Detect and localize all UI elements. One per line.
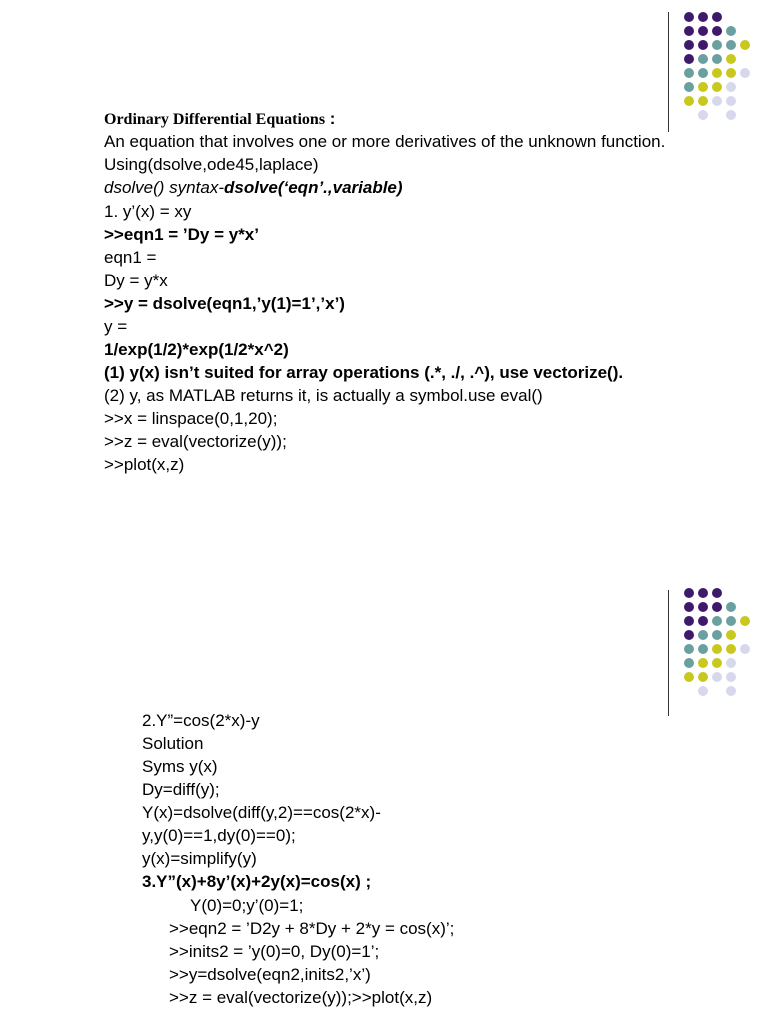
code-line: y(x)=simplify(y)	[142, 849, 257, 868]
decorative-dot	[684, 602, 694, 612]
title-colon: :	[329, 109, 336, 128]
decorative-dot	[726, 54, 736, 64]
code-line: >>plot(x,z)	[104, 455, 185, 474]
decorative-dot	[740, 68, 750, 78]
decorative-dot	[712, 588, 722, 598]
decorative-dot	[698, 644, 708, 654]
decorative-dot	[698, 68, 708, 78]
decorative-dot	[684, 82, 694, 92]
decorative-dot	[698, 12, 708, 22]
syntax-form: dsolve(‘eqn’.,variable)	[223, 178, 403, 197]
code-line: >>z = eval(vectorize(y));	[104, 432, 287, 451]
decorative-rule-top	[668, 12, 669, 132]
decorative-dot	[712, 26, 722, 36]
code-line: Dy=diff(y);	[142, 780, 220, 799]
text-line: Solution	[142, 734, 204, 753]
decorative-dot	[712, 630, 722, 640]
decorative-rule-bottom	[668, 590, 669, 716]
decorative-dot	[684, 588, 694, 598]
decorative-dot	[684, 40, 694, 50]
decorative-dot	[726, 602, 736, 612]
initial-conditions: Y(0)=0;y’(0)=1;	[190, 896, 304, 915]
decorative-dot	[712, 672, 722, 682]
decorative-dot	[698, 82, 708, 92]
output-line: Dy = y*x	[104, 271, 168, 290]
decorative-dot	[684, 616, 694, 626]
decorative-dot	[726, 82, 736, 92]
syntax-label: dsolve() syntax-	[104, 178, 224, 197]
decorative-dot	[726, 630, 736, 640]
decorative-dot	[712, 68, 722, 78]
decorative-dot	[698, 686, 708, 696]
decorative-dot	[726, 40, 736, 50]
example-heading: 3.Y”(x)+8y’(x)+2y(x)=cos(x) ;	[142, 872, 372, 891]
example-heading-text: 2.Y”=cos(2*x)-y	[142, 711, 260, 730]
example-heading: 1. y’(x) = xy	[104, 202, 192, 221]
code-line: >>inits2 = ’y(0)=0, Dy(0)=1’;	[169, 942, 380, 961]
slide1-title	[104, 107, 335, 131]
decorative-dot	[712, 658, 722, 668]
code-line: >>z = eval(vectorize(y));>>plot(x,z)	[169, 988, 433, 1007]
output-line: y =	[104, 317, 128, 336]
code-line: y,y(0)==1,dy(0)==0);	[142, 826, 296, 845]
decorative-dot	[684, 96, 694, 106]
decorative-dot	[684, 658, 694, 668]
decorative-dot	[698, 588, 708, 598]
decorative-dot	[684, 630, 694, 640]
decorative-dot	[726, 658, 736, 668]
decorative-dot	[712, 96, 722, 106]
text-line: An equation that involves one or more derivatives of the unknown function.	[104, 132, 666, 151]
decorative-dot	[726, 672, 736, 682]
text-line: Using(dsolve,ode45,laplace)	[104, 155, 319, 174]
output-line: eqn1 =	[104, 248, 157, 267]
decorative-dot	[712, 40, 722, 50]
decorative-dot	[712, 616, 722, 626]
decorative-dot	[684, 672, 694, 682]
decorative-dot	[698, 110, 708, 120]
decorative-dot	[684, 26, 694, 36]
decorative-dot	[698, 26, 708, 36]
note-line: (2) y, as MATLAB returns it, is actually a symbol.use eval()	[104, 386, 543, 405]
code-line: >>y = dsolve(eqn1,’y(1)=1’,’x’)	[104, 294, 345, 313]
decorative-dot	[740, 644, 750, 654]
decorative-dot	[726, 686, 736, 696]
decorative-dot	[698, 630, 708, 640]
output-line: 1/exp(1/2)*exp(1/2*x^2)	[104, 340, 289, 359]
decorative-dot	[740, 616, 750, 626]
decorative-dot	[726, 616, 736, 626]
decorative-dot	[684, 68, 694, 78]
note-line: (1) y(x) isn’t suited for array operations (.*, ./, .^), use vectorize().	[104, 363, 624, 382]
decorative-dot	[726, 644, 736, 654]
code-line: Y(x)=dsolve(diff(y,2)==cos(2*x)-	[142, 803, 381, 822]
decorative-dot	[698, 54, 708, 64]
decorative-dot	[712, 12, 722, 22]
decorative-dot	[698, 658, 708, 668]
decorative-dot	[684, 12, 694, 22]
title-text: Ordinary Differential Equations	[104, 111, 326, 128]
decorative-dot	[712, 602, 722, 612]
code-line: >>x = linspace(0,1,20);	[104, 409, 278, 428]
example-heading	[142, 709, 260, 732]
decorative-dot	[684, 644, 694, 654]
decorative-dot	[712, 644, 722, 654]
decorative-dot	[684, 54, 694, 64]
code-line: >>y=dsolve(eqn2,inits2,’x’)	[169, 965, 371, 984]
decorative-dot	[740, 40, 750, 50]
decorative-dot	[712, 82, 722, 92]
code-line: Syms y(x)	[142, 757, 218, 776]
decorative-dot	[726, 110, 736, 120]
decorative-dot	[726, 96, 736, 106]
decorative-dot	[712, 54, 722, 64]
syntax-line	[104, 176, 403, 199]
decorative-dot	[726, 68, 736, 78]
decorative-dot	[726, 26, 736, 36]
decorative-dot	[698, 672, 708, 682]
decorative-dot	[698, 616, 708, 626]
decorative-dot	[698, 40, 708, 50]
code-line: >>eqn2 = ’D2y + 8*Dy + 2*y = cos(x)’;	[169, 919, 455, 938]
decorative-dot	[698, 96, 708, 106]
code-line: >>eqn1 = ’Dy = y*x’	[104, 225, 259, 244]
decorative-dot	[698, 602, 708, 612]
